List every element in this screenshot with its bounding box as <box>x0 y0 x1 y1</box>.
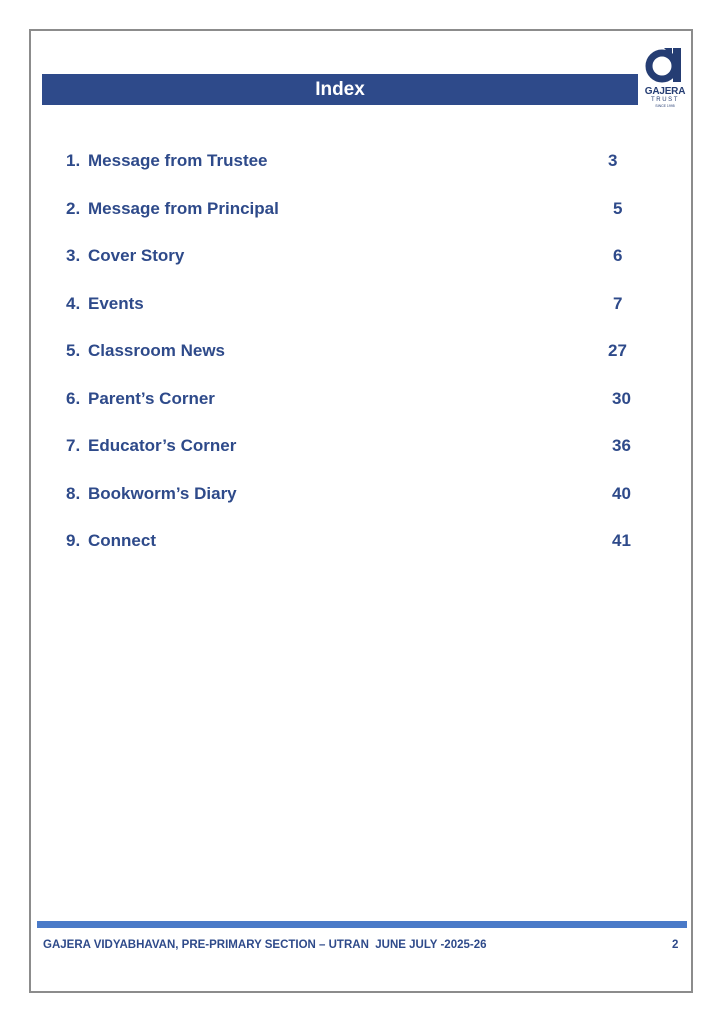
index-item-label: Events <box>88 293 144 313</box>
index-item-label: Message from Trustee <box>88 151 268 170</box>
index-item-label: Cover Story <box>88 246 185 265</box>
index-item-label: Parent’s Corner <box>88 388 215 408</box>
index-item-page: 41 <box>612 531 631 550</box>
index-item-educators-corner[interactable] <box>66 433 646 481</box>
logo-subtitle: TRUST <box>651 97 679 103</box>
index-item-label: Bookworm’s Diary <box>88 483 237 503</box>
index-item-number: 5. <box>66 341 81 360</box>
index-item-connect[interactable] <box>66 528 646 576</box>
index-item-page: 27 <box>608 341 627 360</box>
logo-name: GAJERA <box>644 86 686 97</box>
index-item-number: 9. <box>66 531 81 550</box>
gajera-trust-logo <box>642 44 688 116</box>
index-item-number: 6. <box>66 388 81 408</box>
index-item-page: 36 <box>612 436 631 455</box>
index-title-bar <box>42 74 638 105</box>
logo-since: SINCE 1995 <box>655 104 675 108</box>
index-item-message-from-principal[interactable] <box>66 196 646 244</box>
gajera-logo-icon <box>642 44 688 86</box>
index-item-events[interactable] <box>66 291 646 339</box>
index-item-label: Educator’s Corner <box>88 436 237 455</box>
footer-bar <box>37 921 687 928</box>
index-item-cover-story[interactable] <box>66 243 646 291</box>
index-item-classroom-news[interactable] <box>66 338 646 386</box>
index-item-page: 40 <box>612 483 631 503</box>
index-item-number: 4. <box>66 293 81 313</box>
index-item-number: 7. <box>66 436 81 455</box>
index-item-number: 1. <box>66 151 81 170</box>
footer-text: GAJERA VIDYABHAVAN, PRE-PRIMARY SECTION – UTRAN JUNE JULY -2025-26 <box>43 939 487 951</box>
index-item-page: 6 <box>613 246 623 265</box>
index-item-parents-corner[interactable] <box>66 386 646 434</box>
index-item-label: Classroom News <box>88 341 225 360</box>
index-item-message-from-trustee[interactable] <box>66 148 646 196</box>
index-item-number: 2. <box>66 198 81 218</box>
index-item-label: Connect <box>88 531 156 550</box>
index-item-page: 5 <box>613 198 623 218</box>
index-item-page: 3 <box>608 151 618 170</box>
index-item-page: 7 <box>613 293 623 313</box>
index-item-page: 30 <box>612 388 631 408</box>
index-item-bookworms-diary[interactable] <box>66 481 646 529</box>
page-title: Index <box>315 78 365 100</box>
footer-page-number: 2 <box>672 939 679 951</box>
index-list <box>66 148 646 576</box>
index-item-label: Message from Principal <box>88 198 279 218</box>
index-item-number: 3. <box>66 246 81 265</box>
index-item-number: 8. <box>66 483 81 503</box>
